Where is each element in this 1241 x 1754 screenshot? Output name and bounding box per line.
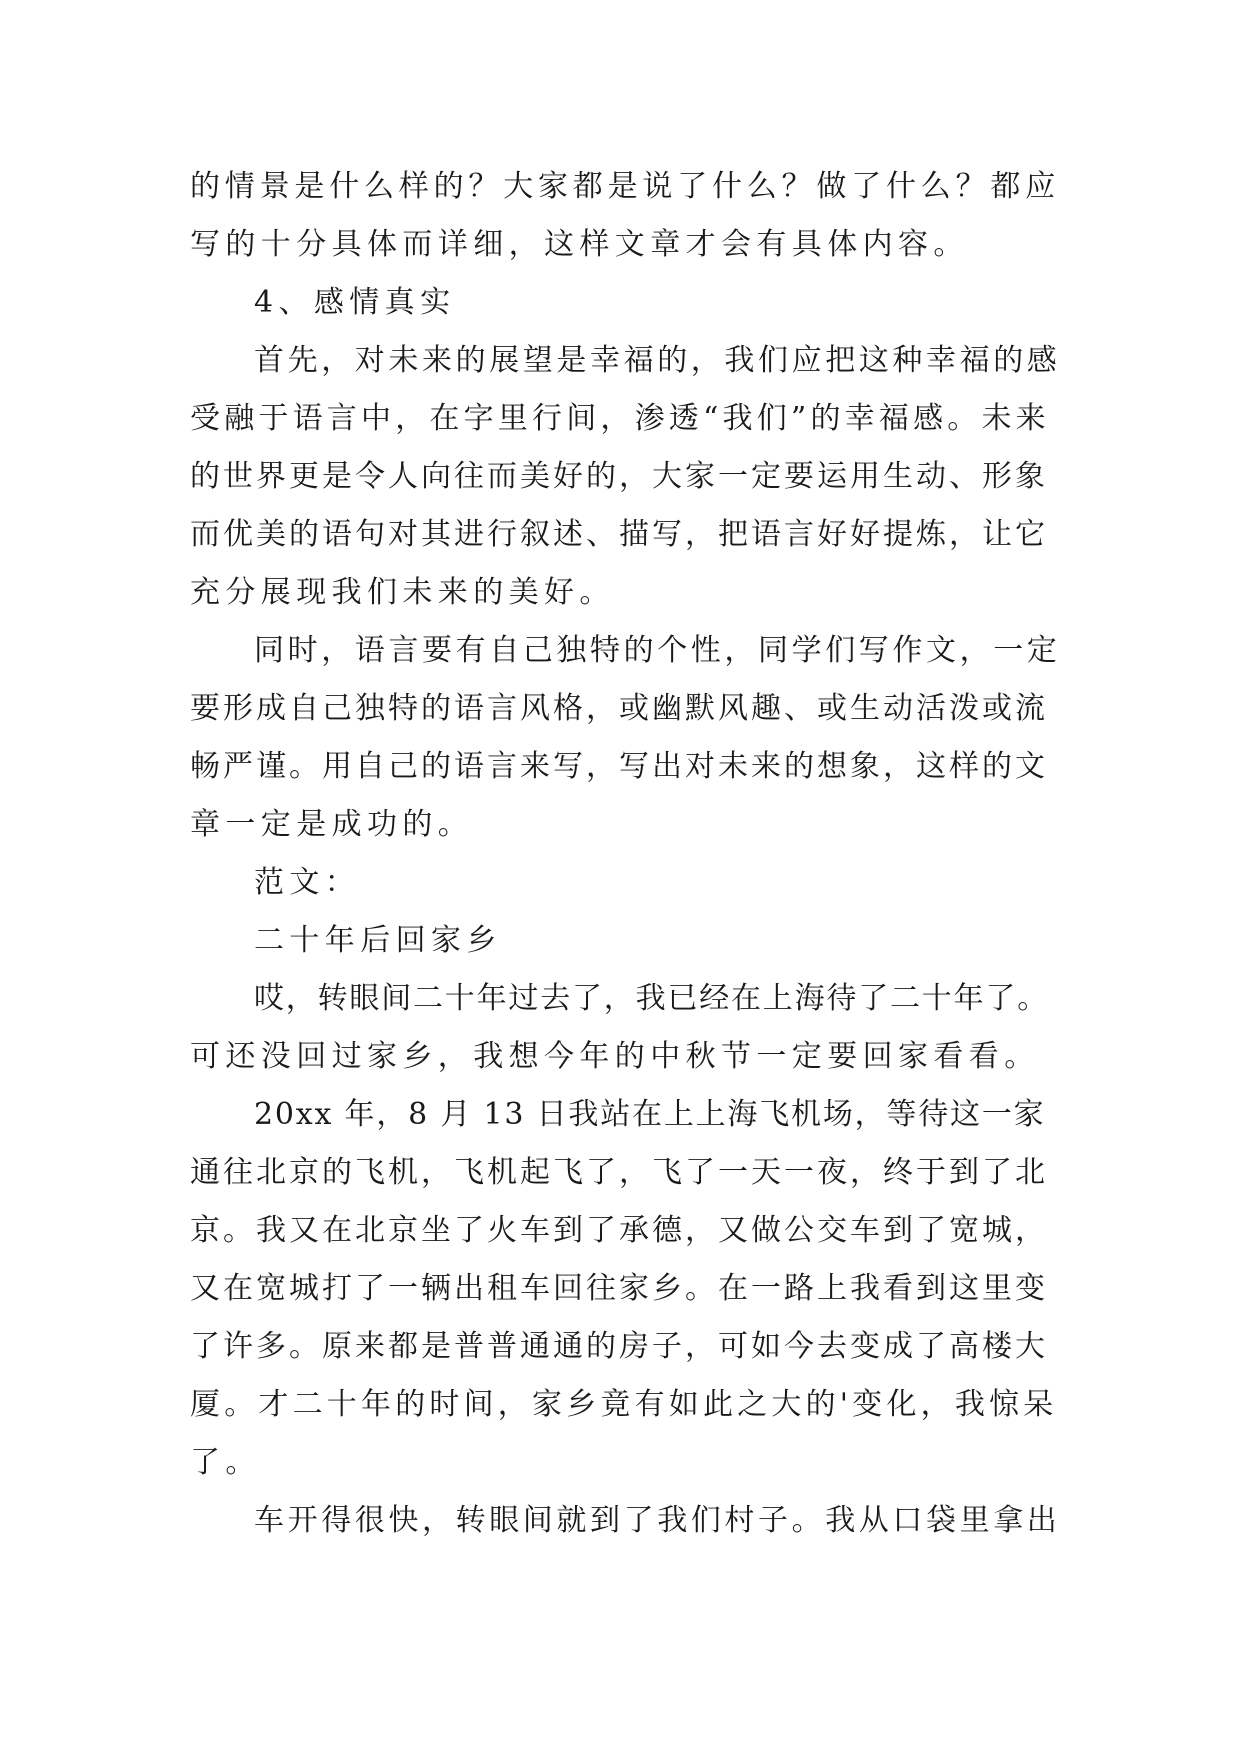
text-line: 通往北京的飞机，飞机起飞了，飞了一天一夜，终于到了北 bbox=[190, 1155, 1048, 1190]
text-line: 了。 bbox=[190, 1445, 261, 1480]
sample-label: 范文： bbox=[254, 865, 361, 900]
text-line: 的情景是什么样的？大家都是说了什么？做了什么？都应 bbox=[190, 169, 1060, 204]
text-line: 可还没回过家乡，我想今年的中秋节一定要回家看看。 bbox=[190, 1039, 1040, 1074]
text-line: 又在宽城打了一辆出租车回往家乡。在一路上我看到这里变 bbox=[190, 1271, 1048, 1306]
text-line: 章一定是成功的。 bbox=[190, 807, 474, 842]
text-line: 首先，对未来的展望是幸福的，我们应把这种幸福的感 bbox=[254, 343, 1061, 378]
text-line: 厦。才二十年的时间，家乡竟有如此之大的'变化，我惊呆 bbox=[190, 1387, 1058, 1422]
text-line: 要形成自己独特的语言风格，或幽默风趣、或生动活泼或流 bbox=[190, 691, 1048, 726]
text-line: 受融于语言中，在字里行间，渗透“我们”的幸福感。未来 bbox=[190, 401, 1050, 436]
text-line: 充分展现我们未来的美好。 bbox=[190, 575, 615, 610]
text-line: 车开得很快，转眼间就到了我们村子。我从口袋里拿出 bbox=[254, 1503, 1061, 1538]
text-line: 而优美的语句对其进行叙述、描写，把语言好好提炼，让它 bbox=[190, 517, 1048, 552]
text-line: 的世界更是令人向往而美好的，大家一定要运用生动、形象 bbox=[190, 459, 1048, 494]
document-body bbox=[190, 158, 1060, 1550]
essay-title: 二十年后回家乡 bbox=[254, 923, 502, 958]
text-line: 写的十分具体而详细，这样文章才会有具体内容。 bbox=[190, 227, 969, 262]
text-line: 同时，语言要有自己独特的个性，同学们写作文，一定 bbox=[254, 633, 1061, 668]
text-line: 畅严谨。用自己的语言来写，写出对未来的想象，这样的文 bbox=[190, 749, 1048, 784]
text-line: 20xx 年，8 月 13 日我站在上上海飞机场，等待这一家 bbox=[254, 1097, 1046, 1132]
text-line: 哎，转眼间二十年过去了，我已经在上海待了二十年了。 bbox=[254, 981, 1049, 1016]
text-line: 了许多。原来都是普普通通的房子，可如今去变成了高楼大 bbox=[190, 1329, 1048, 1364]
section-heading: 4、感情真实 bbox=[254, 285, 456, 320]
text-line: 京。我又在北京坐了火车到了承德，又做公交车到了宽城， bbox=[190, 1213, 1048, 1248]
